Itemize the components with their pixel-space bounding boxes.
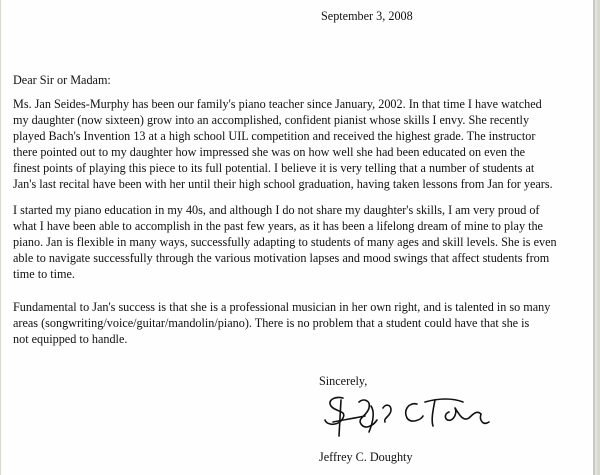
paragraph-line: time to time.	[13, 267, 75, 281]
paragraph-line: what I have been able to accomplish in the past few years, as it has been a lifelong dream of mine to play the	[13, 219, 543, 233]
paragraph-line: Ms. Jan Seides-Murphy has been our family's piano teacher since January, 2002. In that time I have watched	[13, 97, 542, 111]
paragraph-line: finest points of playing this piece to its full potential. I believe it is very telling that a number of students at	[13, 161, 535, 175]
salutation: Dear Sir or Madam:	[13, 73, 111, 87]
paragraph-line: I started my piano education in my 40s, and although I do not share my daughter's skills, I am very proud of	[13, 203, 540, 217]
paragraph-line: Jan's last recital have been with her until their high school graduation, having taken lessons from Jan for years.	[13, 177, 553, 191]
paragraph-1	[13, 96, 553, 192]
signer-name: Jeffrey C. Doughty	[319, 450, 413, 464]
paragraph-line: piano. Jan is flexible in many ways, successfully adapting to students of many ages and skill levels. She is even	[13, 235, 557, 249]
letter-page	[1, 0, 593, 475]
paragraph-line: able to navigate successfully through the various motivation lapses and mood swings that affect students from	[13, 251, 550, 265]
paragraph-line: played Bach's Invention 13 at a high school UIL competition and received the highest grade. The instructor	[13, 129, 536, 143]
paragraph-line: my daughter (now sixteen) grow into an accomplished, confident pianist whose skills I envy. She recently	[13, 113, 530, 127]
closing: Sincerely,	[319, 374, 368, 388]
paragraph-line: not equipped to handle.	[13, 332, 128, 346]
letter-date: September 3, 2008	[321, 9, 413, 23]
paragraph-line: Fundamental to Jan's success is that she is a professional musician in her own right, and is talented in so many	[13, 300, 551, 314]
paragraph-line: there pointed out to my daughter how impressed she was on how well she had been educated on even the	[13, 145, 526, 159]
paragraph-2	[13, 202, 557, 282]
paragraph-3	[13, 299, 550, 347]
paragraph-line: areas (songwriting/voice/guitar/mandolin/piano). There is no problem that a student could have that she is	[13, 316, 530, 330]
handwritten-signature	[313, 392, 503, 442]
